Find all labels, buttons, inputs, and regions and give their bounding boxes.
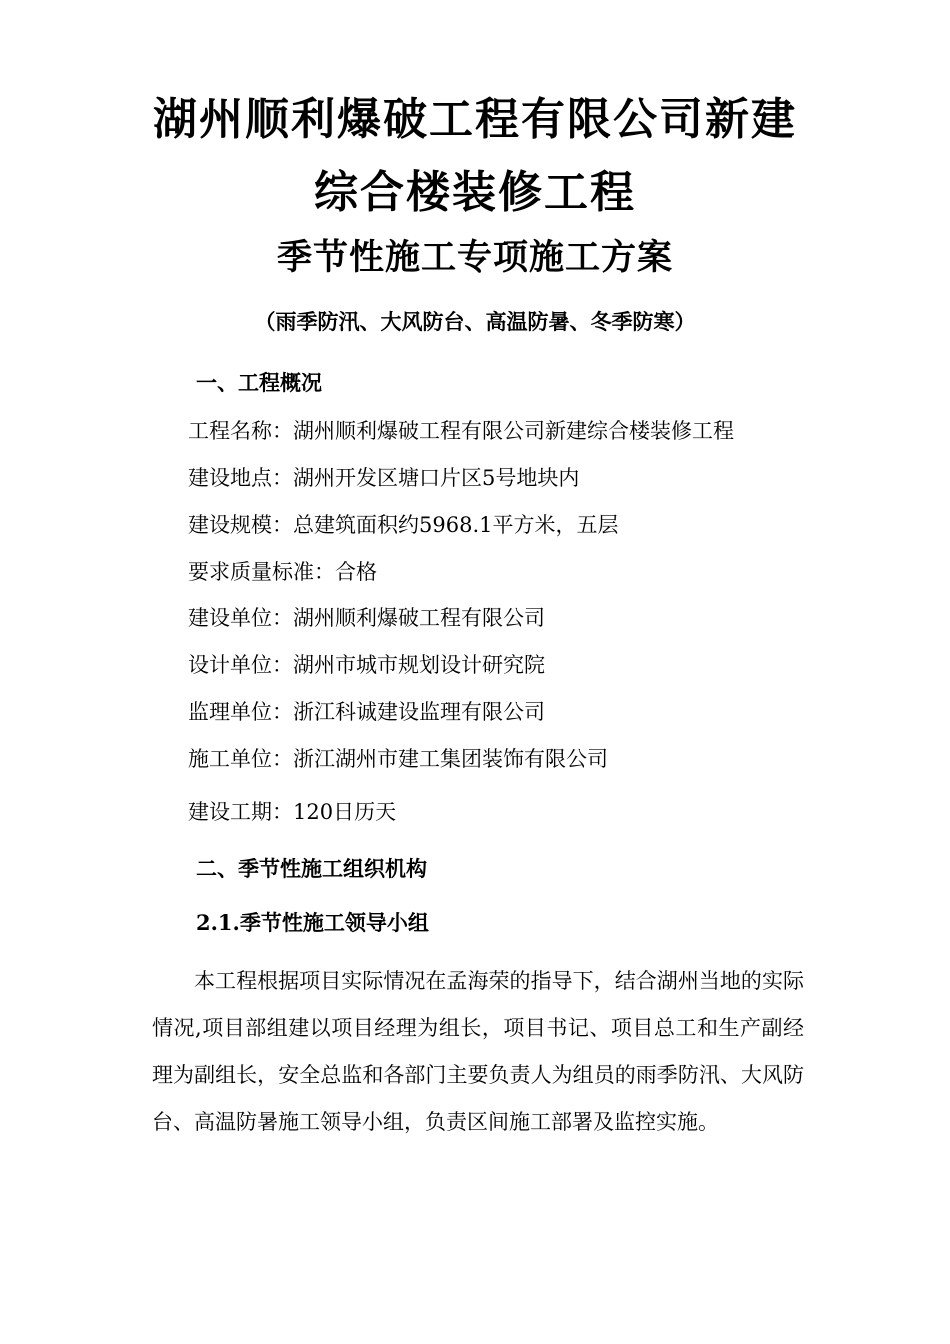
info-duration: 建设工期：120日历天	[188, 800, 397, 824]
info-contractor: 施工单位：浙江湖州市建工集团装饰有限公司	[188, 747, 608, 771]
info-owner: 建设单位：湖州顺利爆破工程有限公司	[188, 606, 545, 630]
subtitle: （雨季防汛、大风防台、高温防暑、冬季防寒）	[254, 309, 696, 334]
info-supervisor: 监理单位：浙江科诚建设监理有限公司	[188, 700, 545, 724]
title-line-3: 季节性施工专项施工方案	[276, 237, 673, 278]
body-paragraph: 本工程根据项目实际情况在孟海荣的指导下，结合湖州当地的实际情况,项目部组建以项目经理为组长，项目书记、项目总工和生产副经理为副组长，安全总监和各部门主要负责人为组员的雨季防汛、大风防台、高温防暑施工领导小组，负责区间施工部署及监控实施。	[152, 969, 804, 1134]
title-line-2: 综合楼装修工程	[314, 167, 636, 218]
section-1-heading: 一、工程概况	[196, 370, 322, 395]
info-scale: 建设规模：总建筑面积约5968.1平方米，五层	[188, 513, 619, 537]
info-designer: 设计单位：湖州市城市规划设计研究院	[188, 653, 545, 677]
section-2-1-heading: 2.1.季节性施工领导小组	[196, 910, 429, 935]
section-2-heading: 二、季节性施工组织机构	[196, 856, 427, 881]
info-project-name: 工程名称：湖州顺利爆破工程有限公司新建综合楼装修工程	[188, 419, 734, 443]
info-quality-standard: 要求质量标准：合格	[188, 560, 377, 584]
title-line-1: 湖州顺利爆破工程有限公司新建	[153, 94, 797, 145]
info-location: 建设地点：湖州开发区塘口片区5号地块内	[188, 466, 580, 490]
